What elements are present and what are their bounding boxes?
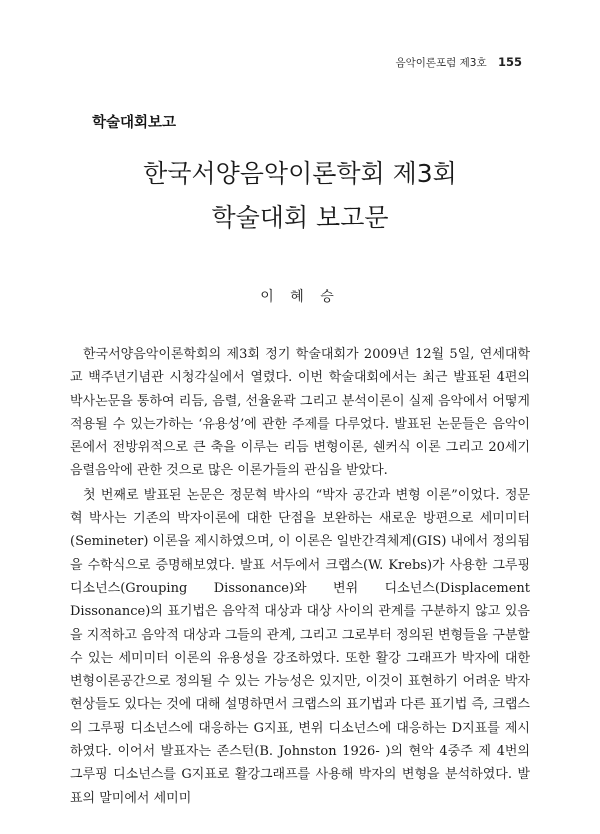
author-name: 이 혜 승 <box>260 289 340 305</box>
body-text <box>70 343 530 810</box>
title-line-2: 학술대회 보고문 <box>211 203 389 232</box>
section-label: 학술대회보고 <box>92 115 177 131</box>
journal-name: 음악이론포럼 제3호 <box>395 57 487 69</box>
paragraph: 한국서양음악이론학회의 제3회 정기 학술대회가 2009년 12월 5일, 연세대학교 백주년기념관 시청각실에서 열렸다. 이번 학술대회에서는 최근 발표된 4편의 박사논문을 통하여 리듬, 음렬, 선율윤곽 그리고 분석이론이 실제 음악에서 어떻게 적용될 수 있는가하는 ‘유용성’에 관한 주제를 다루었다. 발표된 논문들은 음악이론에서 전방위적으로 큰 축을 이루는 리듬 변형이론, 쉔커식 이론 그리고 20세기 음렬음악에 관한 것으로 많은 이론가들의 관심을 받았다. <box>70 347 530 479</box>
page-number: 155 <box>497 55 522 69</box>
running-header <box>395 55 522 70</box>
paragraph: 첫 번째로 발표된 논문은 정문혁 박사의 “박자 공간과 변형 이론”이었다. 정문혁 박사는 기존의 박자이론에 대한 단점을 보완하는 새로운 방편으로 세미미터(Semineter) 이론을 제시하였으며, 이 이론은 일반간격체계(GIS) 내에서 정의됨을 수학식으로 증명해보였다. 발표 서두에서 크랩스(W. Krebs)가 사용한 그루핑 디소넌스(Grouping Dissonance)와 변위 디소넌스(Displacement Dissonance)의 표기법은 음악적 대상과 대상 사이의 관계를 구분하지 않고 있음을 지적하고 음악적 대상과 그들의 관계, 그리고 그로부터 정의된 변형들을 구분할 수 있는 세미미터 이론의 유용성을 강조하였다. 또한 활강 그래프가 박자에 대한 변형이론공간으로 정의될 수 있는 가능성은 있지만, 이것이 표현하기 어려운 박자 현상들도 있다는 것에 대해 설명하면서 크랩스의 표기법과 다른 표기법 즉, 크랩스의 그루핑 디소넌스에 대응하는 G지표, 변위 디소넌스에 대응하는 D지표를 제시하였다. 이어서 발표자는 존스턴(B. Johnston 1926- )의 현악 4중주 제 4번의 그루핑 디소넌스를 G지표로 활강그래프를 사용해 박자의 변형을 분석하였다. 발표의 말미에서 세미미 <box>70 487 531 806</box>
title-block <box>0 152 600 240</box>
title-line-1: 한국서양음악이론학회 제3회 <box>143 159 457 188</box>
